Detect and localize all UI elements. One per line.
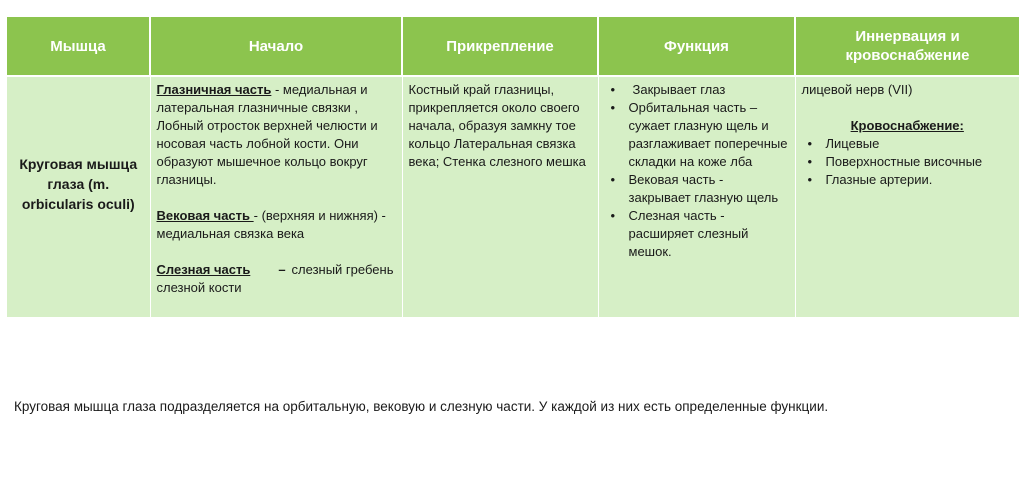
list-item: • Глазные артерии.: [826, 171, 1014, 189]
origin-lacrimal: [157, 261, 396, 297]
origin-orbital: [157, 81, 396, 189]
origin-palpebral-title: Вековая часть: [156, 208, 254, 223]
header-innervation: Иннервация и кровоснабжение: [795, 17, 1019, 76]
innervation-nerve: лицевой нерв (VII): [801, 82, 913, 97]
list-item: • Орбитальная часть – сужает глазную щель и разглаживает поперечные складки на коже лба: [629, 99, 789, 171]
header-origin: Начало: [150, 17, 402, 76]
list-item: • Поверхностные височные: [826, 153, 1014, 171]
muscle-table: [7, 17, 1019, 317]
list-item: • Закрывает глаз: [629, 81, 789, 99]
origin-lacrimal-title: Слезная часть: [156, 262, 251, 277]
origin-palpebral-text: - (верхняя и нижняя) - медиальная связка века: [156, 208, 386, 241]
origin-lacrimal-text: слезный гребень слезной кости: [156, 262, 394, 295]
origin-orbital-title: Глазничная часть: [156, 82, 272, 97]
cell-innervation: [795, 76, 1019, 317]
blood-supply-heading: Кровоснабжение:: [850, 118, 964, 133]
list-item: • Слезная часть - расширяет слезный мешок.: [629, 207, 789, 261]
cell-insertion: Костный край глазницы, прикрепляется около своего начала, образуя замкну тое кольцо Латеральная связка века; Стенка слезного мешка: [402, 76, 598, 317]
cell-origin: [150, 76, 402, 317]
list-item: • Лицевые: [826, 135, 1014, 153]
origin-palpebral: [157, 207, 396, 243]
cell-muscle-name: Круговая мышца глаза (m. orbicularis oculi): [7, 76, 150, 317]
header-insertion: Прикрепление: [402, 17, 598, 76]
blood-supply-heading-wrap: [802, 117, 1014, 135]
table-header-row: [7, 17, 1019, 76]
function-list: [605, 81, 789, 261]
caption-text: Круговая мышца глаза подразделяется на орбитальную, вековую и слезную части. У каждой из них есть определенные функции.: [14, 399, 829, 414]
cell-function: [598, 76, 795, 317]
header-function: Функция: [598, 17, 795, 76]
header-muscle: Мышца: [7, 17, 150, 76]
list-item: • Вековая часть - закрывает глазную щель: [629, 171, 789, 207]
origin-orbital-text: - медиальная и латеральная глазничные связки , Лобный отросток верхней челюсти и носовая часть лобной кости. Они образуют мышечное кольцо вокруг глазницы.: [156, 82, 378, 187]
artery-list: [802, 135, 1014, 189]
origin-lacrimal-dash: –: [278, 262, 286, 277]
table-row: [7, 76, 1019, 317]
